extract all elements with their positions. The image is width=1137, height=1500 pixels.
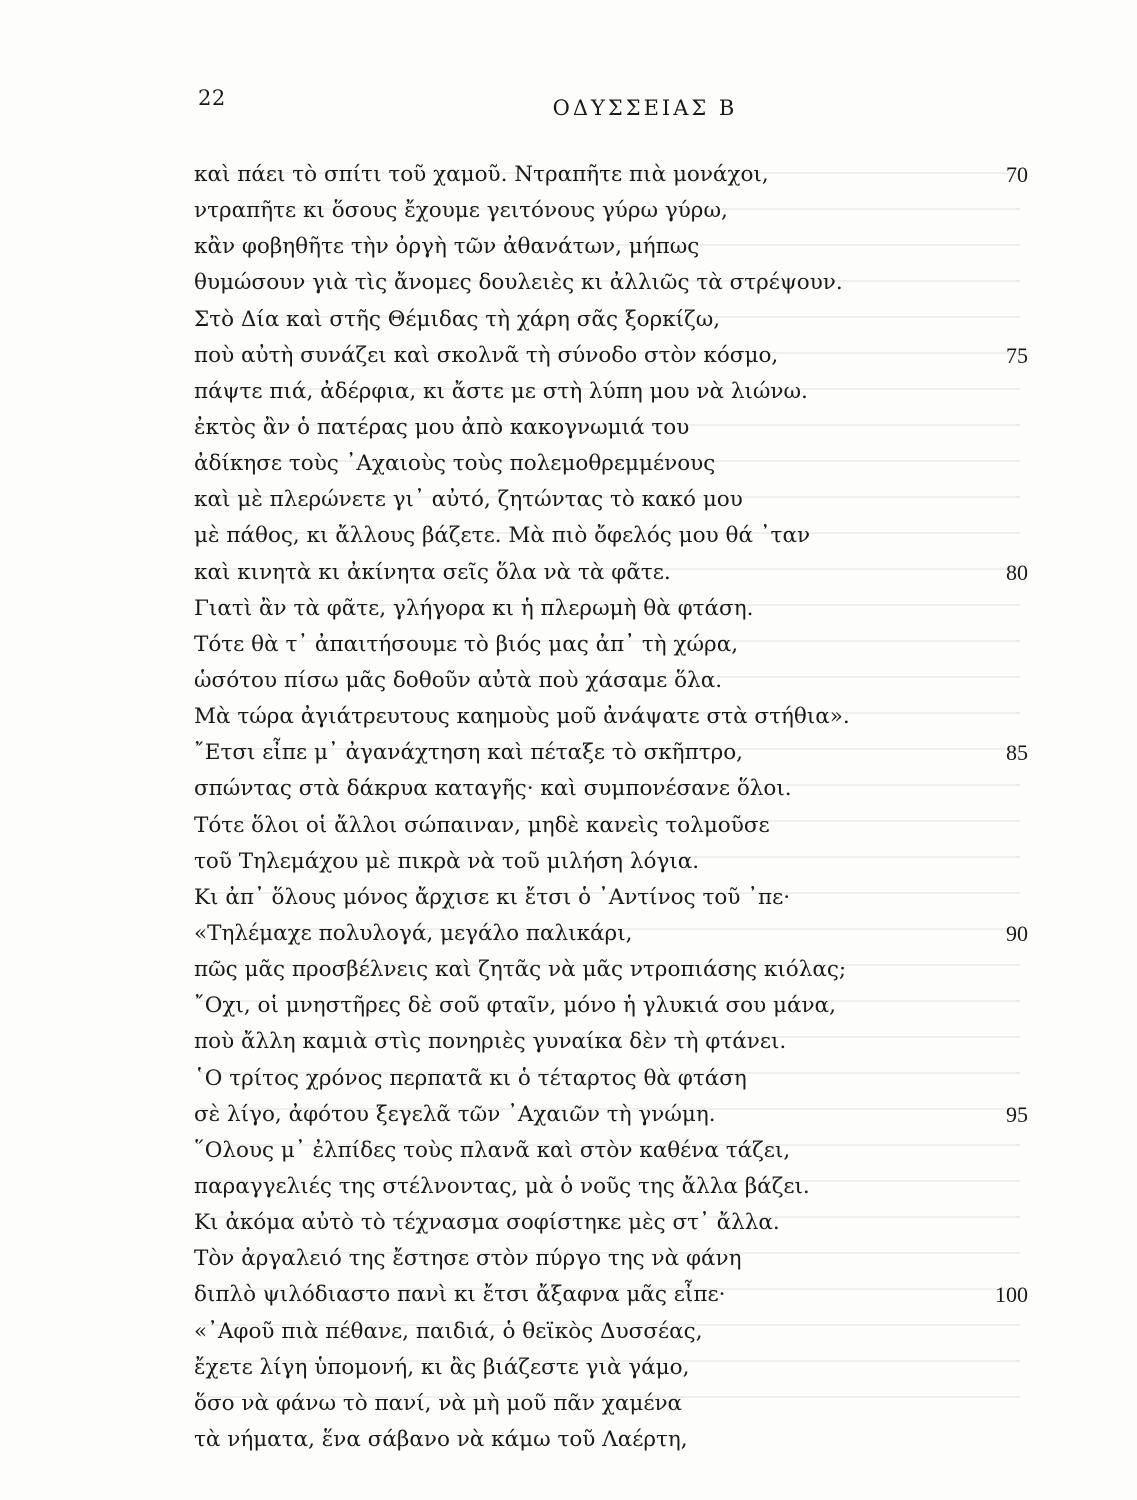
verse-line <box>194 735 1044 771</box>
verse-text: Τότε ὅλοι οἱ ἄλλοι σώπαιναν, μηδὲ κανεὶς τολμοῦσε <box>194 812 770 838</box>
verse-line <box>194 1169 1044 1205</box>
verse-line <box>194 771 1044 807</box>
verse-line <box>194 988 1044 1024</box>
verse-text: ποὺ αὐτὴ συνάζει καὶ σκολνᾶ τὴ σύνοδο στὸν κόσμο, <box>194 342 779 368</box>
running-title: ΟΔΥΣΣΕΙΑΣ Β <box>552 96 738 120</box>
verse-text: καὶ πάει τὸ σπίτι τοῦ χαμοῦ. Ντραπῆτε πιὰ μονάχοι, <box>194 162 769 187</box>
verse-line <box>194 916 1044 952</box>
verse-text: παραγγελιές της στέλνοντας, μὰ ὁ νοῦς της ἄλλα βάζει. <box>194 1173 810 1199</box>
verse-text: ῾Ο τρίτος χρόνος περπατᾶ κι ὁ τέταρτος θὰ φτάση <box>194 1065 747 1091</box>
verse-text: τὰ νήματα, ἕνα σάβανο νὰ κάμω τοῦ Λαέρτη, <box>194 1426 688 1452</box>
verse-line <box>194 374 1044 410</box>
verse-text: πάψτε πιά, ἀδέρφια, κι ἄστε με στὴ λύπη μου νὰ λιώνω. <box>194 378 808 404</box>
verse-text: Τὸν ἀργαλειό της ἔστησε στὸν πύργο της νὰ φάνη <box>194 1246 742 1272</box>
verse-line <box>194 591 1044 627</box>
verse-text: θυμώσουν γιὰ τὶς ἄνομες δουλειὲς κι ἀλλιῶς τὰ στρέψουν. <box>194 270 843 296</box>
verse-line <box>194 482 1044 518</box>
verse-line <box>194 229 1044 265</box>
verse-line <box>194 699 1044 735</box>
verse-line <box>194 952 1044 988</box>
page-number: 22 <box>198 86 226 110</box>
verse-text: Στὸ Δία καὶ στῆς Θέμιδας τὴ χάρη σᾶς ξορκίζω, <box>194 306 721 332</box>
verse-text: ντραπῆτε κι ὅσους ἔχουμε γειτόνους γύρω γύρω, <box>194 198 728 224</box>
line-number: 70 <box>1006 162 1028 187</box>
line-number: 80 <box>1006 559 1028 585</box>
verse-line <box>194 265 1044 301</box>
verse-text: ῞Ολους μ᾿ ἐλπίδες τοὺς πλανᾶ καὶ στὸν καθένα τάζει, <box>194 1137 791 1163</box>
verse-text: διπλὸ ψιλόδιαστο πανὶ κι ἔτσι ἄξαφνα μᾶς εἶπε· <box>194 1282 726 1308</box>
verse-text: Τότε θὰ τ᾿ ἀπαιτήσουμε τὸ βιός μας ἀπ᾿ τὴ χώρα, <box>194 631 739 657</box>
verse-line <box>194 663 1044 699</box>
verse-line <box>194 808 1044 844</box>
verse-line <box>194 446 1044 482</box>
verse-text: Κι ἀπ᾿ ὅλους μόνος ἄρχισε κι ἔτσι ὁ ᾿Αντίνος τοῦ ᾿πε· <box>194 884 791 910</box>
verse-line <box>194 1097 1044 1133</box>
verse-text: ὡσότου πίσω μᾶς δοθοῦν αὐτὰ ποὺ χάσαμε ὅλα. <box>194 667 723 693</box>
verse-text: Κι ἀκόμα αὐτὸ τὸ τέχνασμα σοφίστηκε μὲς στ᾿ ἄλλα. <box>194 1210 780 1236</box>
verse-text: ἀδίκησε τοὺς ᾿Αχαιοὺς τοὺς πολεμοθρεμμένους <box>194 451 716 477</box>
verse-line <box>194 410 1044 446</box>
verse-line <box>194 555 1044 591</box>
verse-line <box>194 157 1044 193</box>
verse-line <box>194 1386 1044 1422</box>
verse-text: σπώντας στὰ δάκρυα καταγῆς· καὶ συμπονέσανε ὅλοι. <box>194 776 792 802</box>
verse-text: Γιατὶ ἂν τὰ φᾶτε, γλήγορα κι ἡ πλερωμὴ θὰ φτάση. <box>194 595 754 621</box>
verse-line <box>194 880 1044 916</box>
verse-line <box>194 193 1044 229</box>
verse-text: κἂν φοβηθῆτε τὴν ὀργὴ τῶν ἀθανάτων, μήπως <box>194 234 700 260</box>
verse-text: ποὺ ἄλλη καμιὰ στὶς πονηριὲς γυναίκα δὲν τὴ φτάνει. <box>194 1029 787 1055</box>
verse-line <box>194 1061 1044 1097</box>
verse-text: ἔχετε λίγη ὑπομονή, κι ἂς βιάζεστε γιὰ γάμο, <box>194 1354 690 1380</box>
verse-text: ῎Οχι, οἱ μνηστῆρες δὲ σοῦ φταῖν, μόνο ἡ γλυκιά σου μάνα, <box>194 993 836 1019</box>
line-number: 95 <box>1006 1101 1028 1127</box>
verse-text: πῶς μᾶς προσβέλνεις καὶ ζητᾶς νὰ μᾶς ντροπιάσης κιόλας; <box>194 957 847 983</box>
verse-line <box>194 302 1044 338</box>
line-number: 85 <box>1006 740 1028 766</box>
verse-text: τοῦ Τηλεμάχου μὲ πικρὰ νὰ τοῦ μιλήση λόγια. <box>194 848 700 874</box>
verse-line <box>194 1241 1044 1277</box>
verse-line <box>194 1422 1044 1458</box>
verse-text: ῎Ετσι εἶπε μ᾿ ἀγανάχτηση καὶ πέταξε τὸ σκῆπτρο, <box>194 740 744 766</box>
verse-line <box>194 518 1044 554</box>
verse-line <box>194 1277 1044 1313</box>
running-head <box>0 96 1137 120</box>
verse-line <box>194 1350 1044 1386</box>
verse-line <box>194 627 1044 663</box>
verse-text: μὲ πάθος, κι ἄλλους βάζετε. Μὰ πιὸ ὄφελός μου θά ᾿ταν <box>194 523 811 549</box>
verse-text: Μὰ τώρα ἀγιάτρευτους καημοὺς μοῦ ἀνάψατε στὰ στήθια». <box>194 704 850 730</box>
line-number: 75 <box>1006 342 1028 368</box>
verse-text: σὲ λίγο, ἀφότου ξεγελᾶ τῶν ᾿Αχαιῶν τὴ γνώμη. <box>194 1101 716 1127</box>
verse-text: καὶ κινητὰ κι ἀκίνητα σεῖς ὅλα νὰ τὰ φᾶτε. <box>194 559 671 585</box>
verse-text: ἐκτὸς ἂν ὁ πατέρας μου ἀπὸ κακογνωμιά του <box>194 414 690 440</box>
verse-line <box>194 844 1044 880</box>
verse-line <box>194 1314 1044 1350</box>
verse-text: «Τηλέμαχε πολυλογά, μεγάλο παλικάρι, <box>194 920 633 946</box>
verse-text: ὅσο νὰ φάνω τὸ πανί, νὰ μὴ μοῦ πᾶν χαμένα <box>194 1390 683 1416</box>
verse-line <box>194 1133 1044 1169</box>
line-number: 100 <box>995 1282 1028 1308</box>
line-number: 90 <box>1006 920 1028 946</box>
verse-line <box>194 1205 1044 1241</box>
verse-text: «᾿Αφοῦ πιὰ πέθανε, παιδιά, ὁ θεϊκὸς Δυσσέας, <box>194 1318 703 1344</box>
verse-line <box>194 338 1044 374</box>
verse-text: καὶ μὲ πλερώνετε γι᾿ αὐτό, ζητώντας τὸ κακό μου <box>194 487 743 513</box>
verse-block <box>194 157 1044 1458</box>
verse-line <box>194 1024 1044 1060</box>
